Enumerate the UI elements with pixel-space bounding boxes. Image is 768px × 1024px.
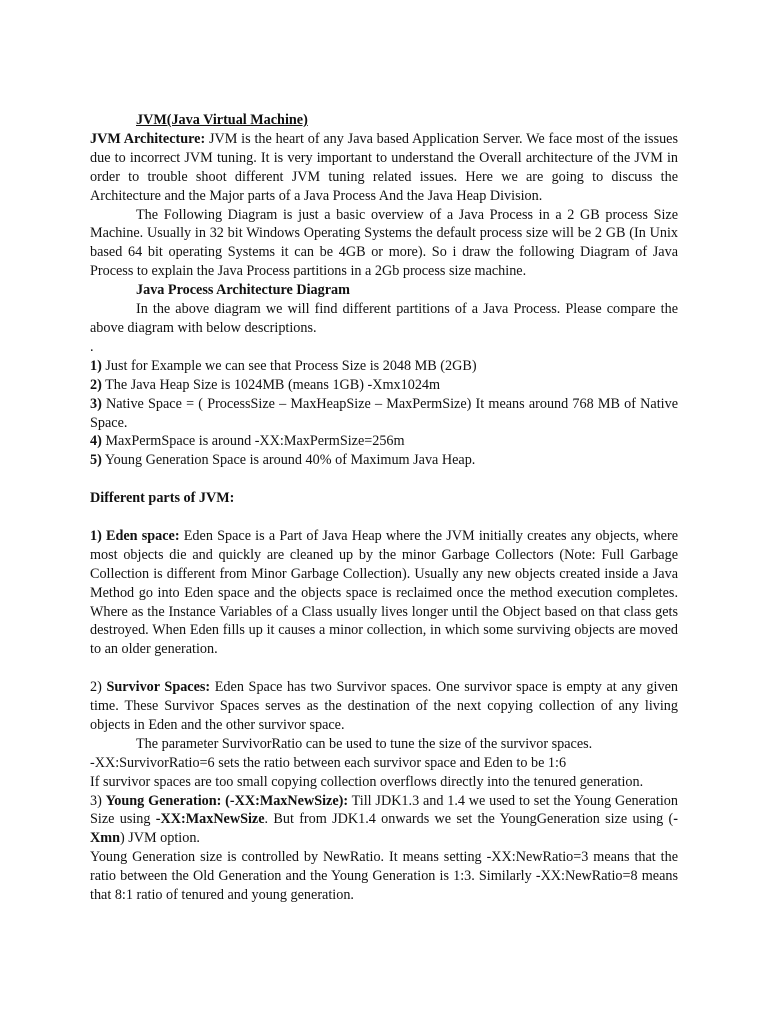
survivor-text: Eden Space has two Survivor spaces. One survivor space is empty at any given time. These Survivor Spaces serves as the destination of the next copying collection of any living objects in Eden and the other survivor space.	[90, 679, 678, 733]
survivor-paragraph	[90, 678, 678, 735]
intro-paragraph	[90, 130, 678, 206]
eden-label: 1) Eden space:	[90, 527, 180, 544]
list-number: 4)	[90, 433, 102, 450]
young-number: 3)	[90, 792, 106, 809]
intro-text: JVM is the heart of any Java based Application Server. We face most of the issues due to incorrect JVM tuning. It is very important to understand the Overall architecture of the JVM in order to trouble shoot different JVM tuning related issues. Here we are going to discuss the Architecture and the Major parts of a Java Process And the Java Heap Division.	[90, 130, 678, 204]
list-text: Native Space = ( ProcessSize – MaxHeapSize – MaxPermSize) It means around 768 MB of Native Space.	[90, 395, 678, 431]
list-item	[90, 432, 678, 451]
list-number: 1)	[90, 357, 102, 374]
spacer	[90, 659, 678, 678]
newratio-paragraph: Young Generation size is controlled by NewRatio. It means setting -XX:NewRatio=3 means that the ratio between the Old Generation and the Young Generation is 1:3. Similarly -XX:NewRatio=8 means that 8:1 ratio of tenured and young generation.	[90, 849, 678, 904]
young-label: Young Generation: (-XX:MaxNewSize):	[105, 792, 349, 809]
survivor-ratio-paragraph: The parameter SurvivorRatio can be used to tune the size of the survivor spaces.	[136, 735, 593, 752]
list-text: MaxPermSpace is around -XX:MaxPermSize=256m	[101, 433, 405, 450]
partitions-paragraph: In the above diagram we will find different partitions of a Java Process. Please compare the above diagram with below descriptions.	[90, 301, 678, 336]
survivor-ratio-line: -XX:SurvivorRatio=6 sets the ratio between each survivor space and Eden to be 1:6	[90, 754, 567, 771]
eden-paragraph	[90, 527, 678, 659]
young-option-maxnewsize: -XX:MaxNewSize	[155, 811, 265, 828]
spacer	[90, 508, 678, 527]
process-size-paragraph: The Following Diagram is just a basic overview of a Java Process in a 2 GB process Size Machine. Usually in 32 bit Windows Operating Systems the default process size will be 2 GB (In Unix based 64 bit operating Systems it can be 4GB or more). So i draw the following Diagram of Java Process to explain the Java Process partitions in a 2Gb process size machine.	[90, 206, 678, 280]
list-item	[90, 395, 678, 433]
young-option-xmn: -Xmn	[90, 811, 678, 847]
survivor-label: Survivor Spaces:	[106, 679, 211, 696]
list-number: 2)	[90, 376, 102, 393]
young-text-3: ) JVM option.	[119, 830, 200, 847]
list-item	[90, 451, 678, 470]
list-text: Just for Example we can see that Process Size is 2048 MB (2GB)	[101, 357, 477, 374]
document-title: JVM(Java Virtual Machine)	[136, 112, 308, 128]
spacer	[90, 470, 678, 489]
parts-heading-text: Different parts of JVM:	[90, 490, 235, 507]
list-number: 5)	[90, 452, 102, 469]
survivor-number: 2)	[90, 679, 107, 696]
list-text: The Java Heap Size is 1024MB (means 1GB) -Xmx1024m	[101, 376, 441, 393]
young-text-1: Till JDK1.3 and 1.4 we used to set the Young Generation Size using	[90, 792, 678, 828]
list-item	[90, 357, 678, 376]
list-item	[90, 376, 678, 395]
young-text-2: . But from JDK1.4 onwards we set the YoungGeneration size using (	[264, 811, 674, 828]
eden-text: Eden Space is a Part of Java Heap where the JVM initially creates any objects, where most objects die and quickly are cleaned up by the minor Garbage Collectors (Note: Full Garbage Collection is different from Minor Garbage Collection). Usually any new objects created inside a Java Method go into Eden space and the objects space is reclaimed once the method execution completes. Where as the Instance Variables of a Class usually lives longer until the Object based on that class gets destroyed. When Eden fills up it causes a minor collection, in which some surviving objects are moved to an older generation.	[90, 527, 678, 658]
list-number: 3)	[90, 395, 102, 412]
list-text: Young Generation Space is around 40% of Maximum Java Heap.	[101, 452, 476, 469]
parts-heading	[90, 489, 678, 508]
young-generation-paragraph	[90, 792, 678, 849]
survivor-overflow-line: If survivor spaces are too small copying collection overflows directly into the tenured generation.	[90, 773, 644, 790]
intro-label: JVM Architecture:	[90, 130, 206, 147]
dot-line: .	[90, 338, 94, 355]
diagram-heading: Java Process Architecture Diagram	[136, 282, 350, 299]
